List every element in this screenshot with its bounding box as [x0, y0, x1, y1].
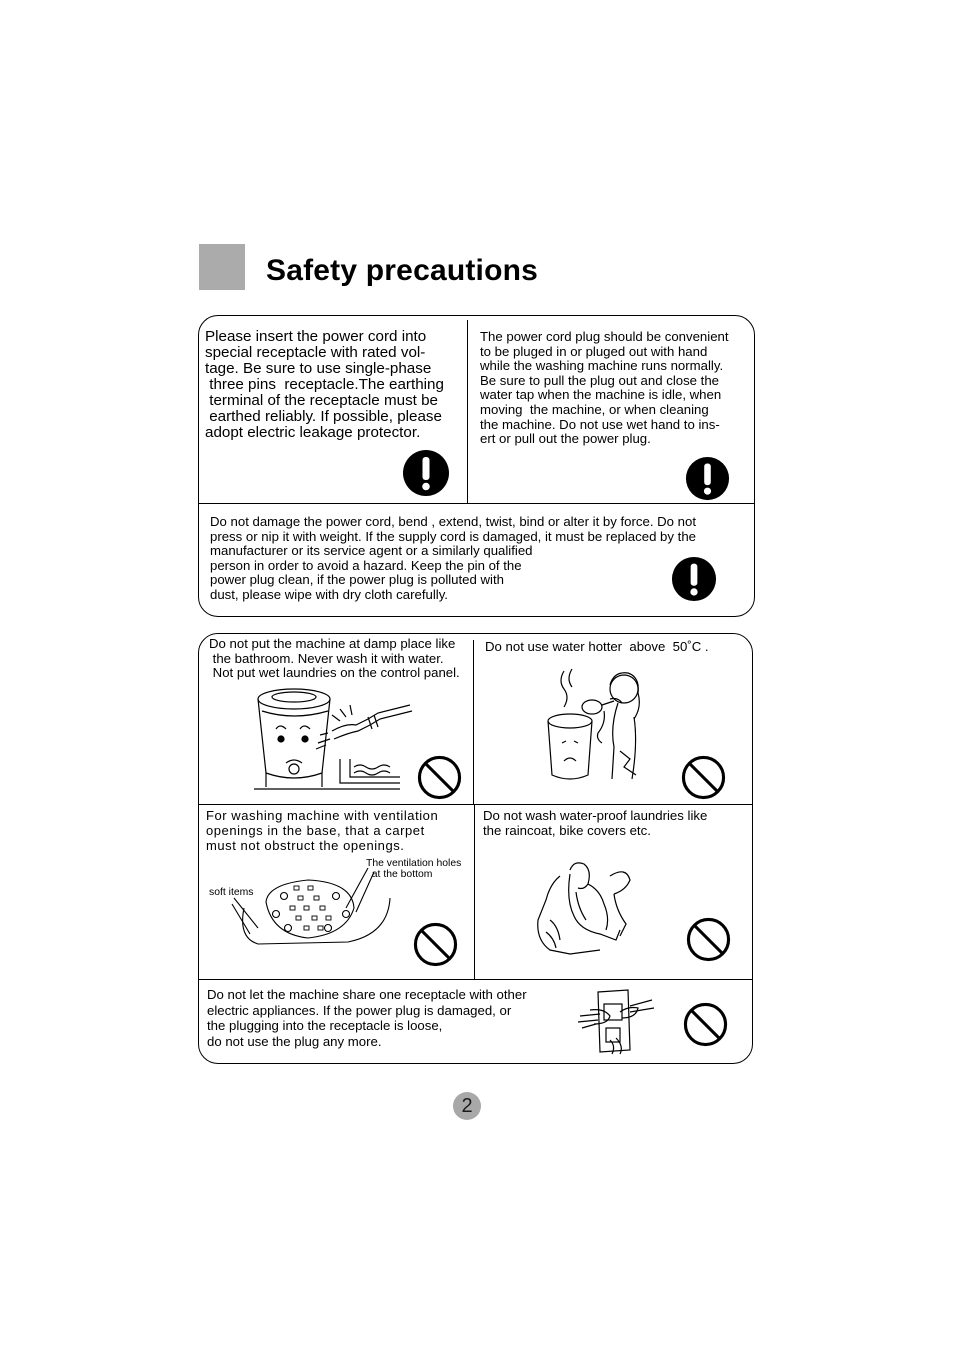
shared-receptacle-illustration — [576, 988, 656, 1061]
warning-power-cord-plug-text: The power cord plug should be convenient to be pluged in or pluged out with hand while the washing machine runs normally. Be sure to pull the plug out and close the water tap when the machine is idle, when moving the machine, or when cleaning the machine. Do not use wet hand to ins- ert or pull out the power plug. — [480, 329, 729, 447]
prohibitions-divider-vertical-top — [473, 640, 474, 804]
hot-water-illustration — [540, 667, 650, 792]
prohibited-circle-icon — [683, 1002, 728, 1047]
warning-power-cord-damage-text-continued: manufacturer or its service agent or a similarly qualified person in order to avoid a hazard. Keep the pin of the power plug clean, if the power plug is polluted with dust, please wipe with dry cloth carefully. — [210, 543, 533, 602]
prohibitions-divider-horizontal-2 — [199, 979, 752, 980]
prohibited-circle-icon — [413, 922, 458, 967]
page-title: Safety precautions — [266, 254, 539, 287]
exclamation-circle-icon — [671, 556, 717, 602]
raincoat-illustration — [530, 860, 635, 961]
page-number: 2 — [453, 1092, 481, 1120]
damp-washing-machine-illustration — [250, 683, 420, 803]
soft-items-label: soft items — [209, 887, 254, 898]
prohibited-circle-icon — [686, 917, 731, 962]
prohibition-ventilation-text: For washing machine with ventilation openings in the base, that a carpet must not obstruct the openings. — [206, 808, 439, 853]
exclamation-circle-icon — [685, 456, 730, 501]
prohibition-hot-water-text: Do not use water hotter above 50˚C . — [485, 639, 709, 654]
ventilation-base-illustration — [228, 868, 398, 955]
section-marker-square — [199, 244, 245, 290]
prohibitions-divider-horizontal-1 — [199, 804, 752, 805]
prohibitions-divider-vertical-middle — [474, 804, 475, 979]
prohibition-shared-receptacle-text: Do not let the machine share one receptacle with other electric appliances. If the power plug is damaged, or the plugging into the receptacle is loose, do not use the plug any more. — [207, 987, 527, 1049]
warnings-divider-horizontal — [199, 503, 754, 504]
warnings-divider-vertical — [467, 320, 468, 503]
prohibition-damp-place-text: Do not put the machine at damp place like the bathroom. Never wash it with water. Not put wet laundries on the control panel. — [209, 636, 460, 681]
prohibited-circle-icon — [681, 755, 726, 800]
prohibition-waterproof-text: Do not wash water-proof laundries like the raincoat, bike covers etc. — [483, 808, 708, 838]
exclamation-circle-icon — [402, 449, 450, 497]
ventilation-holes-label: The ventilation holes at the bottom — [366, 858, 462, 880]
warning-power-cord-damage-text: Do not damage the power cord, bend , extend, twist, bind or alter it by force. Do not press or nip it with weight. If the supply cord is damaged, it must be replaced by the — [210, 514, 697, 544]
prohibited-circle-icon — [417, 755, 462, 800]
warning-power-cord-receptacle-text: Please insert the power cord into special receptacle with rated vol- tage. Be sure to use single-phase three pins receptacle.The earthing terminal of the receptacle must be earthed reliably. If possible, please adopt electric leakage protector. — [205, 328, 444, 441]
